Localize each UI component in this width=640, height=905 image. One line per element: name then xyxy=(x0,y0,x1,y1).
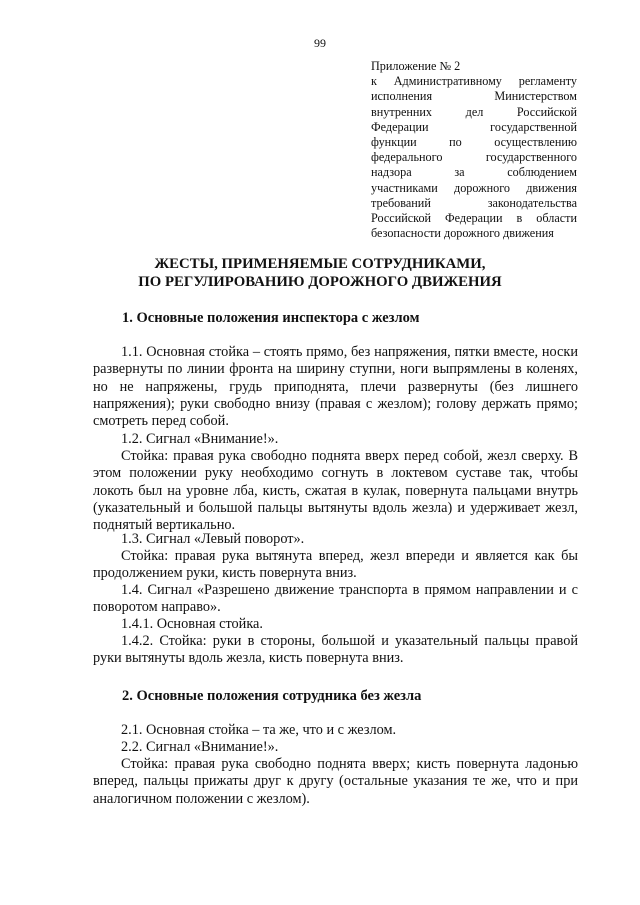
section-1-paragraph: 1.3. Сигнал «Левый поворот». xyxy=(121,531,305,547)
section-2-paragraph: 2.1. Основная стойка – та же, что и с жезлом. xyxy=(121,722,397,738)
appendix-line: требований законодательства xyxy=(371,195,577,210)
appendix-line: надзора за соблюдением xyxy=(371,165,577,180)
appendix-line: исполнения Министерством xyxy=(371,89,577,104)
section-1-paragraph: 1.4.2. Стойка: руки в стороны, большой и указательный пальцы правой руки вытянуты вдоль жезла, кисть повернута вниз. xyxy=(93,633,578,667)
appendix-line: функции по осуществлению xyxy=(371,135,577,150)
appendix-line: Федерации государственной xyxy=(371,119,577,134)
section-1-paragraph: 1.4.1. Основная стойка. xyxy=(121,616,263,632)
section-1-paragraph: 1.1. Основная стойка – стоять прямо, без напряжения, пятки вместе, носки развернуты по линии фронта на ширину ступни, ноги выпрямлены в коленях, но не напряжены, грудь приподнята, плечи развернуты (без лишнего напряжения); руки свободно внизу (правая с жезлом); голову держать прямо; смотреть перед собой. xyxy=(93,344,578,430)
title-line-2: ПО РЕГУЛИРОВАНИЮ ДОРОЖНОГО ДВИЖЕНИЯ xyxy=(138,274,502,290)
title-line-1: ЖЕСТЫ, ПРИМЕНЯЕМЫЕ СОТРУДНИКАМИ, xyxy=(154,256,486,272)
appendix-block xyxy=(371,59,577,241)
appendix-line: внутренних дел Российской xyxy=(371,104,577,119)
section-1-paragraph: Стойка: правая рука вытянута вперед, жезл впереди и является как бы продолжением руки, кисть повернута вниз. xyxy=(93,548,578,582)
section-1-heading: 1. Основные положения инспектора с жезлом xyxy=(122,310,420,326)
section-2-paragraph: 2.2. Сигнал «Внимание!». xyxy=(121,739,279,755)
appendix-line: участниками дорожного движения xyxy=(371,180,577,195)
appendix-line: безопасности дорожного движения xyxy=(371,226,554,241)
appendix-line: федерального государственного xyxy=(371,150,577,165)
section-1-paragraph: Стойка: правая рука свободно поднята вверх перед собой, жезл сверху. В этом положении руку необходимо согнуть в локтевом суставе так, чтобы локоть был на уровне лба, кисть, сжатая в кулак, повернута пальцами внутрь (указательный и большой пальцы вытянуты вдоль жезла) и удерживает жезл, поднятый вертикально. xyxy=(93,448,578,534)
appendix-line: Российской Федерации в области xyxy=(371,211,577,226)
appendix-line: Приложение № 2 xyxy=(371,59,461,73)
section-2-heading: 2. Основные положения сотрудника без жезла xyxy=(122,688,422,704)
section-1-paragraph: 1.4. Сигнал «Разрешено движение транспорта в прямом направлении и с поворотом направо». xyxy=(93,582,578,616)
appendix-line: к Административному регламенту xyxy=(371,74,577,89)
section-2-paragraph: Стойка: правая рука свободно поднята вверх; кисть повернута ладонью вперед, пальцы прижаты друг к другу (остальные указания те же, что и при аналогичном положении с жезлом). xyxy=(93,756,578,807)
document-title xyxy=(40,255,600,291)
page-number: 99 xyxy=(314,36,326,50)
section-1-paragraph: 1.2. Сигнал «Внимание!». xyxy=(121,431,279,447)
